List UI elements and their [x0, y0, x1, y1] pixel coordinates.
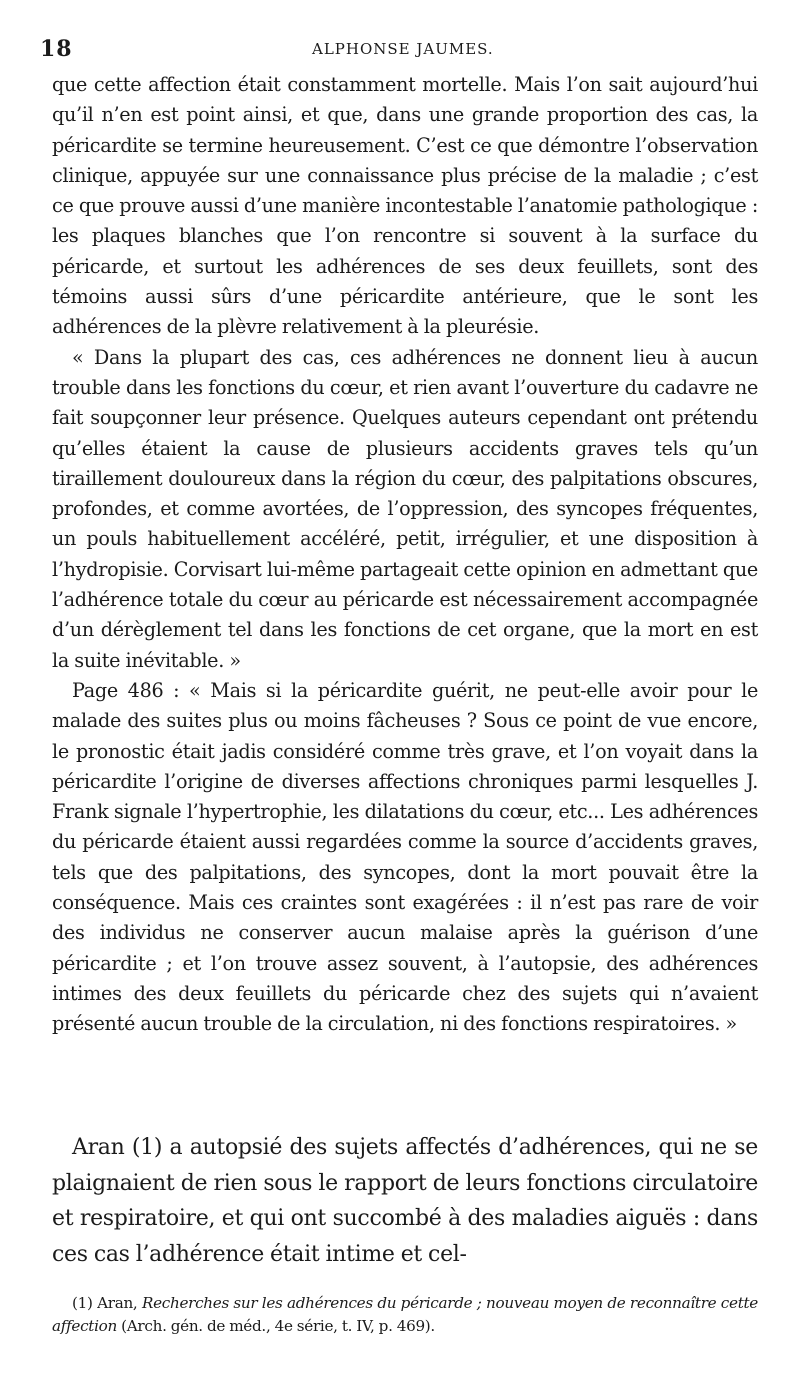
paragraph-aran: Aran (1) a autopsié des sujets affectés d’adhérences, qui ne se plaignaient de rien sous le rapport de leurs fonctions circulatoire et respiratoire, et qui ont succombé à des maladies aiguës : dans ces cas l’adhérence était intime et cel-: [52, 1135, 758, 1267]
paragraph-continuation: que cette affection était constamment mortelle. Mais l’on sait aujourd’hui qu’il n’en est point ainsi, et que, dans une grande proportion des cas, la péricardite se termine heureusement. C’est ce que démontre l’observation clinique, appuyée sur une connaissance plus précise de la maladie ; c’est ce que prouve aussi d’une manière incontestable l’anatomie pathologique : les plaques blanches que l’on rencontre si souvent à la surface du péricarde, et surtout les adhérences de ses deux feuillets, sont des témoins aussi sûrs d’une péricardite antérieure, que le sont les adhérences de la plèvre relativement à la pleurésie.: [52, 73, 758, 339]
footnote-reference: (Arch. gén. de méd., 4e série, t. IV, p. 469).: [121, 1316, 435, 1335]
running-head: ALPHONSE JAUMES.: [312, 40, 494, 58]
quoted-text-block: [52, 70, 758, 1040]
main-text-block: [52, 1130, 758, 1272]
footnote-title: Recherches sur les adhérences du péricarde ; nouveau moyen de reconnaître cette affection: [52, 1294, 758, 1335]
page-number: 18: [40, 36, 73, 62]
page-header: [40, 36, 760, 66]
footnote: [52, 1292, 758, 1337]
footnote-marker: (1) Aran,: [72, 1294, 138, 1312]
footnote-text: [52, 1292, 758, 1337]
paragraph-page-486-quotation: Page 486 : « Mais si la péricardite guérit, ne peut-elle avoir pour le malade des suites plus ou moins fâcheuses ? Sous ce point de vue encore, le pronostic était jadis considéré comme très grave, et l’on voyait dans la péricardite l’origine de diverses affections chroniques parmi lesquelles J. Frank signale l’hypertrophie, les dilatations du cœur, etc... Les adhérences du péricarde étaient aussi regardées comme la source d’accidents graves, tels que des palpitations, des syncopes, dont la mort pouvait être la conséquence. Mais ces craintes sont exagérées : il n’est pas rare de voir des individus ne conserver aucun malaise après la guérison d’une péricardite ; et l’on trouve assez souvent, à l’autopsie, des adhérences intimes des deux feuillets du péricarde chez des sujets qui n’avaient présenté aucun trouble de la circulation, ni des fonctions respiratoires. »: [52, 678, 758, 1036]
paragraph-quotation: « Dans la plupart des cas, ces adhérences ne donnent lieu à aucun trouble dans les fonctions du cœur, et rien avant l’ouverture du cadavre ne fait soupçonner leur présence. Quelques auteurs cependant ont prétendu qu’elles étaient la cause de plusieurs accidents graves tels qu’un tiraillement douloureux dans la région du cœur, des palpitations obscures, profondes, et comme avortées, de l’oppression, des syncopes fréquentes, un pouls habituellement accéléré, petit, irrégulier, et une disposition à l’hydropisie. Corvisart lui-même partageait cette opinion en admettant que l’adhérence totale du cœur au péricarde est nécessairement accompagnée d’un dérèglement tel dans les fonctions de cet organe, que la mort en est la suite inévitable. »: [52, 345, 758, 672]
